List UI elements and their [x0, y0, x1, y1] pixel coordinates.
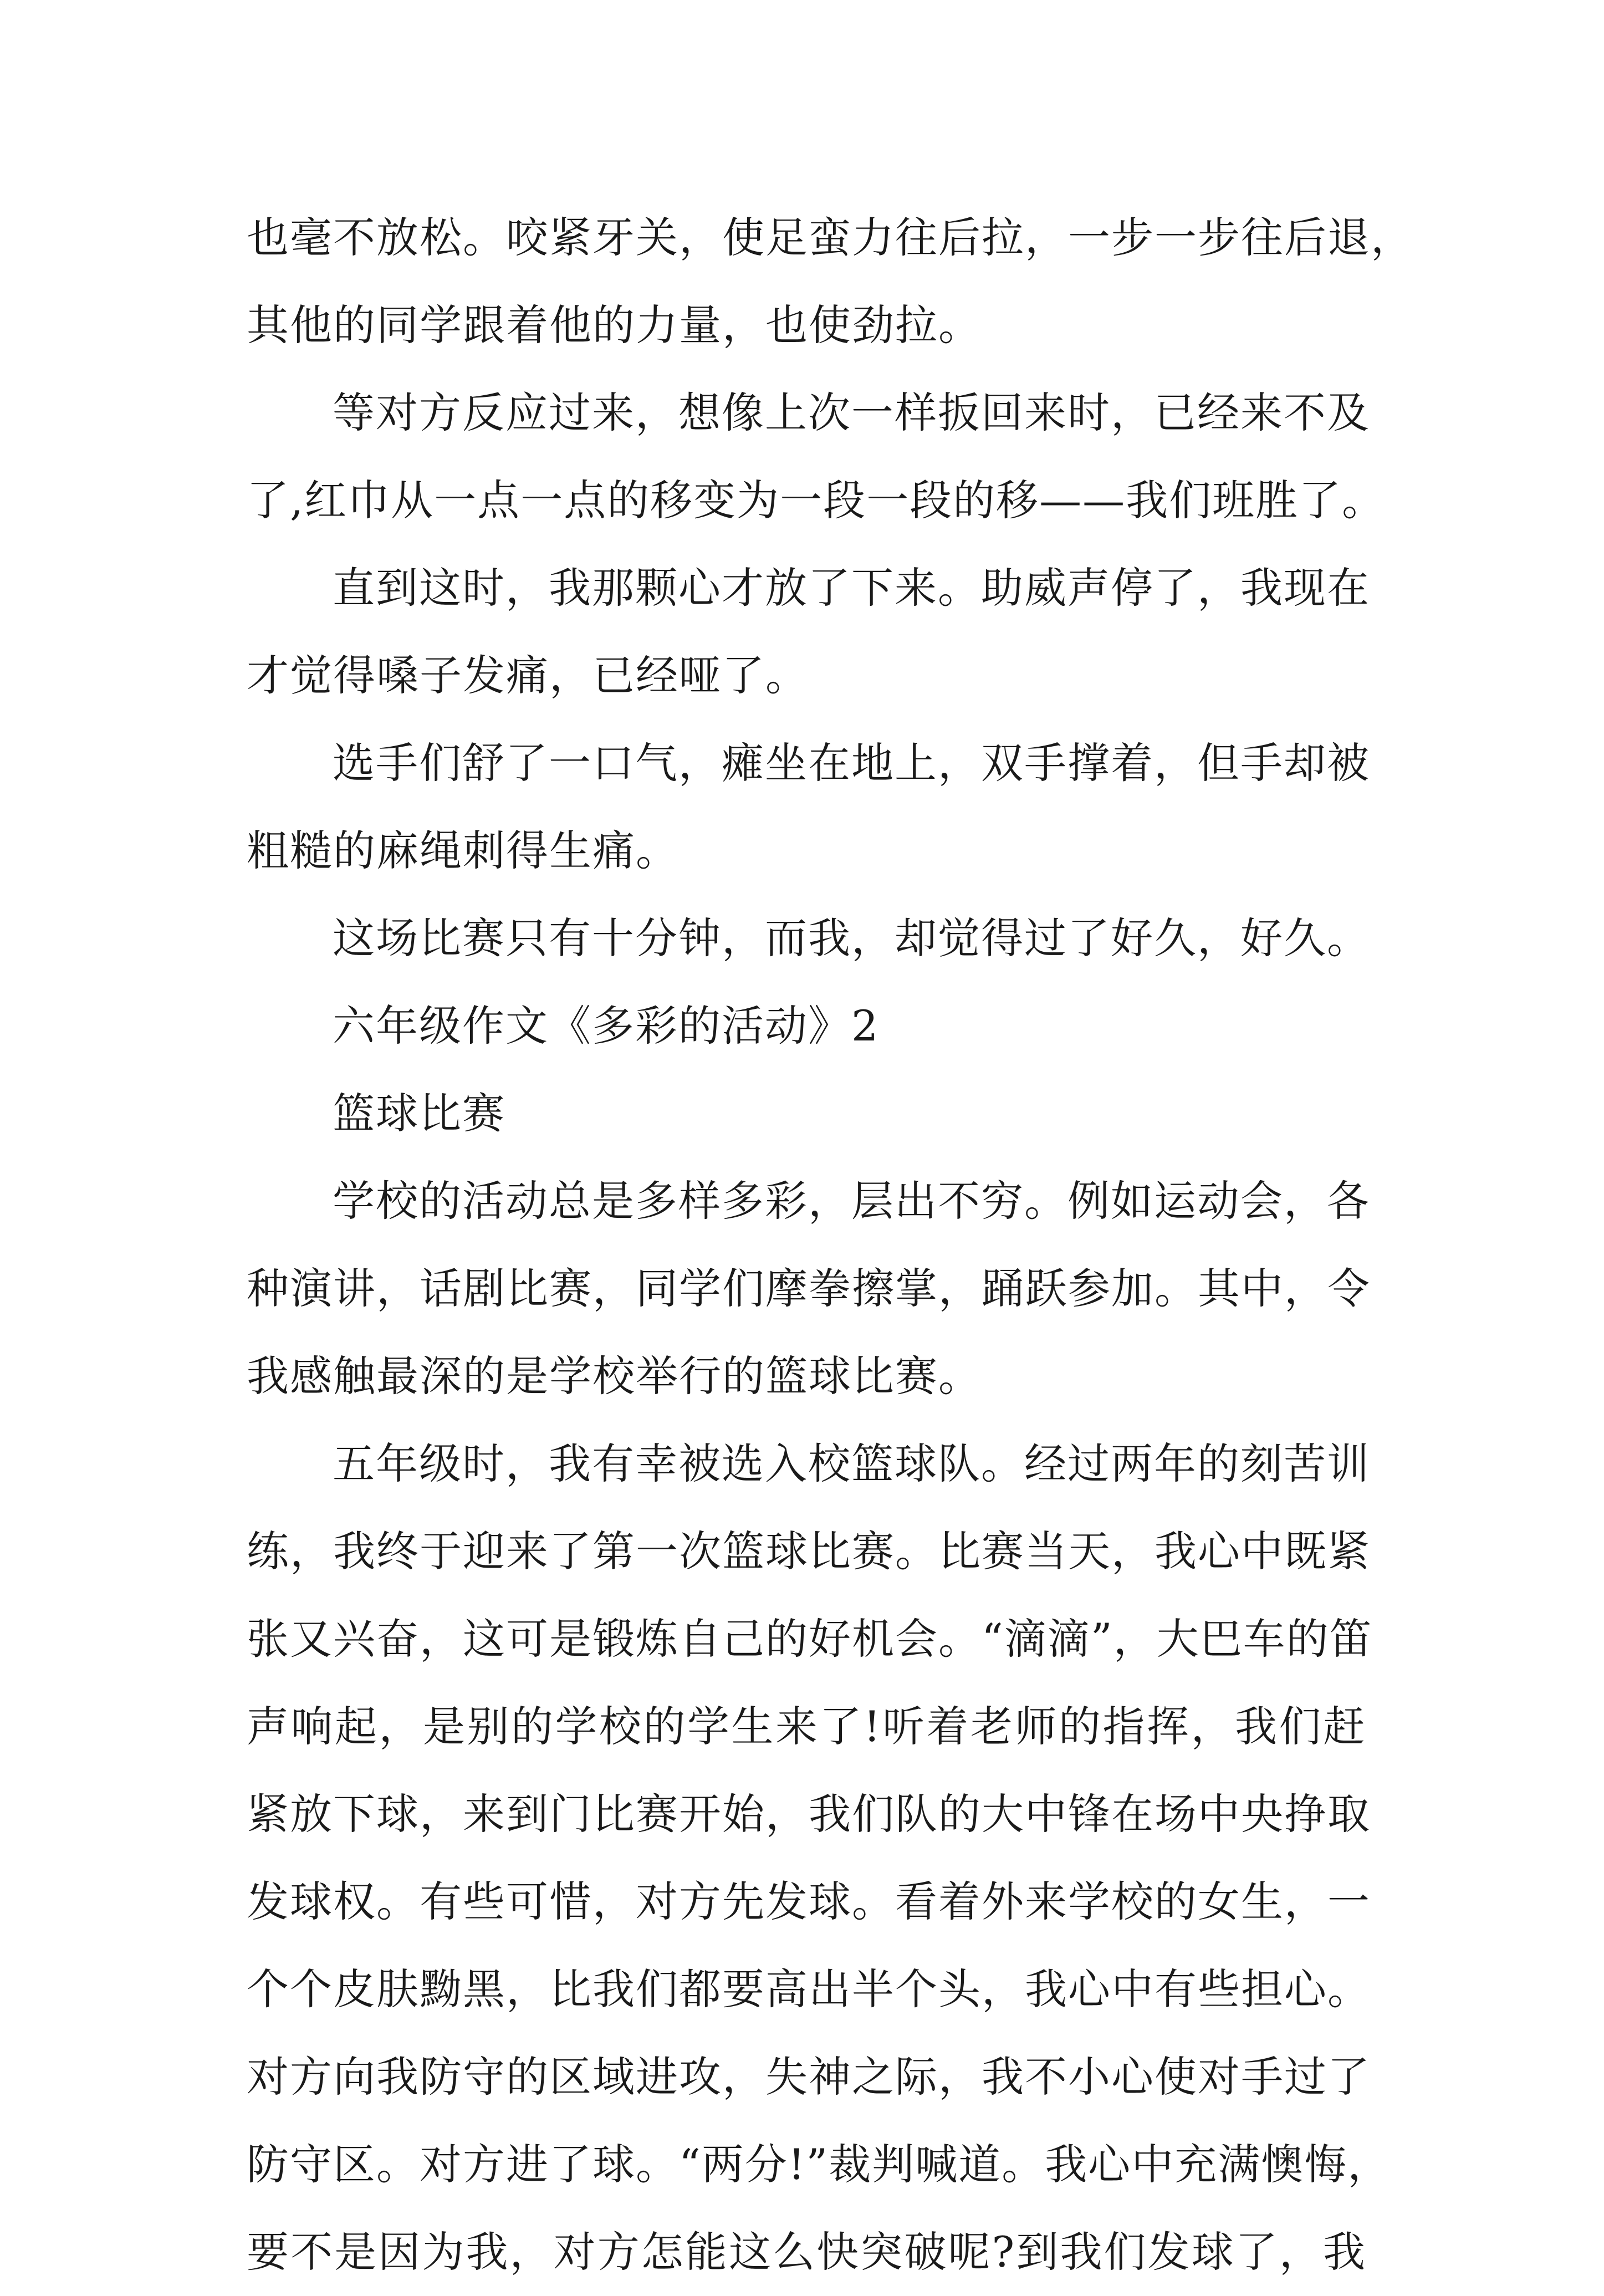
text-line: 紧放下球，来到门比赛开始，我们队的大中锋在场中央挣取 [247, 1789, 1371, 1839]
document-body [247, 194, 1414, 2296]
text-line: 粗糙的麻绳刺得生痛。 [247, 826, 679, 875]
paragraph-start-line: 这场比赛只有十分钟，而我，却觉得过了好久，好久。 [333, 914, 1370, 963]
text-line: 种演讲，话剧比赛，同学们摩拳擦掌，踊跃参加。其中，令 [247, 1264, 1371, 1313]
text-line: 发球权。有些可惜，对方先发球。看着外来学校的女生，一 [247, 1877, 1371, 1926]
paragraph-start-line: 选手们舒了一口气，瘫坐在地上，双手撑着，但手却被 [333, 738, 1370, 788]
essay-subtitle: 篮球比赛 [333, 1089, 505, 1138]
paragraph-start-line: 直到这时，我那颗心才放了下来。助威声停了，我现在 [333, 563, 1370, 613]
text-line: 了,红巾从一点一点的移变为一段一段的移——我们班胜了。 [247, 476, 1386, 525]
text-line: 个个皮肤黝黑，比我们都要高出半个头，我心中有些担心。 [247, 1965, 1371, 2014]
paragraph-start-line: 五年级时，我有幸被选入校篮球队。经过两年的刻苦训 [333, 1439, 1370, 1488]
text-line: 我感触最深的是学校举行的篮球比赛。 [247, 1351, 982, 1401]
text-line: 才觉得嗓子发痛，已经哑了。 [247, 651, 809, 700]
essay-title: 六年级作文《多彩的活动》2 [333, 1001, 880, 1050]
text-line: 防守区。对方进了球。“两分!”裁判喊道。我心中充满懊悔， [247, 2140, 1391, 2189]
text-line: 对方向我防守的区域进攻，失神之际，我不小心使对手过了 [247, 2052, 1371, 2101]
paragraph-start-line: 等对方反应过来，想像上次一样扳回来时，已经来不及 [333, 388, 1370, 437]
text-line: 张又兴奋，这可是锻炼自己的好机会。“滴滴”，大巴车的笛 [247, 1614, 1373, 1664]
text-line: 也毫不放松。咬紧牙关，使足蛮力往后拉，一步一步往后退， [247, 213, 1414, 262]
text-line: 声响起，是别的学校的学生来了!听着老师的指挥，我们赶 [247, 1702, 1366, 1751]
text-line: 其他的同学跟着他的力量，也使劲拉。 [247, 300, 982, 350]
text-line: 要不是因为我，对方怎能这么快突破呢?到我们发球了，我 [247, 2227, 1366, 2277]
paragraph-start-line: 学校的活动总是多样多彩，层出不穷。例如运动会，各 [333, 1176, 1370, 1226]
text-line: 练，我终于迎来了第一次篮球比赛。比赛当天，我心中既紧 [247, 1527, 1371, 1576]
